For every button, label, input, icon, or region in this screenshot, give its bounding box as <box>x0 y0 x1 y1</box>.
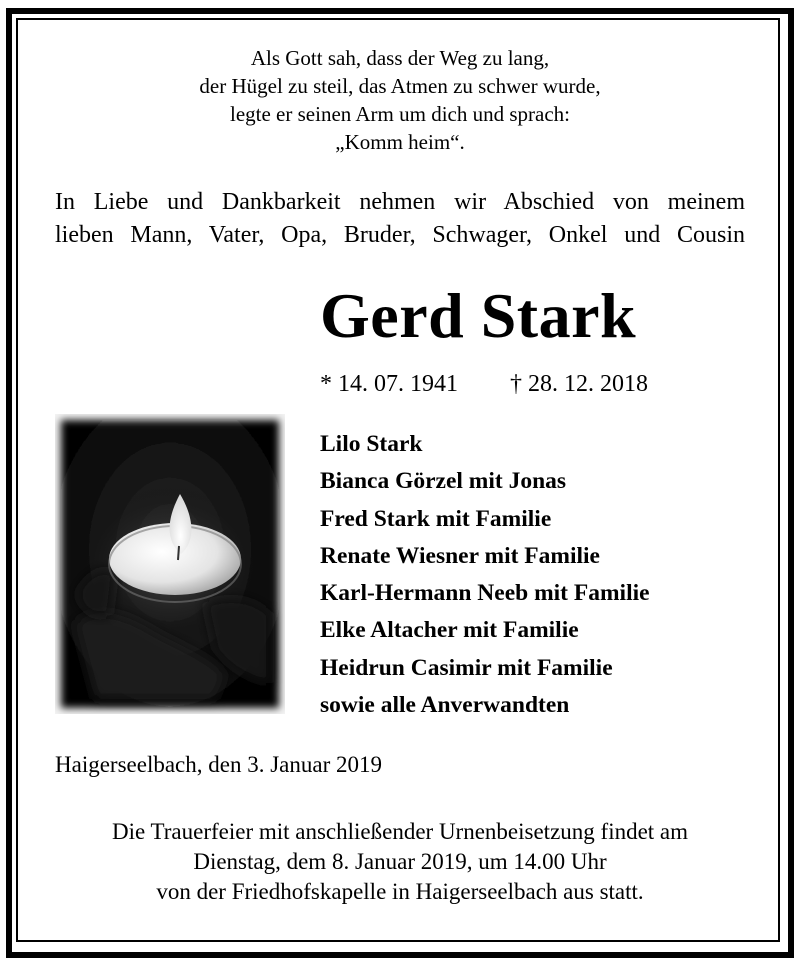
mourner-name: Heidrun Casimir mit Familie <box>320 654 613 681</box>
mourner-name: Lilo Stark <box>320 431 423 457</box>
intro-line: lieben Mann, Vater, Opa, Bruder, Schwager, Onkel und Cousin <box>55 222 745 248</box>
candle-photo <box>55 414 285 714</box>
intro-line: In Liebe und Dankbarkeit nehmen wir Abschied von meinem <box>55 189 745 215</box>
service-line: Dienstag, dem 8. Januar 2019, um 14.00 Uhr <box>193 849 607 874</box>
poem <box>0 44 800 156</box>
poem-line: „Komm heim“. <box>335 130 465 154</box>
poem-line: legte er seinen Arm um dich und sprach: <box>230 102 570 126</box>
mourner-name: Elke Altacher mit Familie <box>320 617 579 644</box>
intro-text <box>55 186 745 252</box>
poem-line: Als Gott sah, dass der Weg zu lang, <box>250 46 550 70</box>
candle-in-hands-photo-icon <box>55 414 285 714</box>
mourners-list <box>320 426 650 724</box>
mourner-name: Fred Stark mit Familie <box>320 505 552 532</box>
service-info <box>0 817 800 907</box>
deceased-name: Gerd Stark <box>320 280 637 351</box>
mourner-name: Bianca Görzel mit Jonas <box>320 468 567 495</box>
place-and-date: Haigerseelbach, den 3. Januar 2019 <box>55 752 382 777</box>
life-dates <box>320 369 648 399</box>
mourner-name: Renate Wiesner mit Familie <box>320 542 600 569</box>
service-line: von der Friedhofskapelle in Haigerseelbach aus statt. <box>156 879 644 904</box>
birth-date: * 14. 07. 1941 <box>320 371 458 397</box>
service-line: Die Trauerfeier mit anschließender Urnenbeisetzung findet am <box>111 819 689 844</box>
mourner-name: Karl-Hermann Neeb mit Familie <box>320 580 650 607</box>
death-date: † 28. 12. 2018 <box>510 371 648 397</box>
poem-line: der Hügel zu steil, das Atmen zu schwer wurde, <box>199 74 601 98</box>
mourner-name: sowie alle Anverwandten <box>320 692 570 719</box>
